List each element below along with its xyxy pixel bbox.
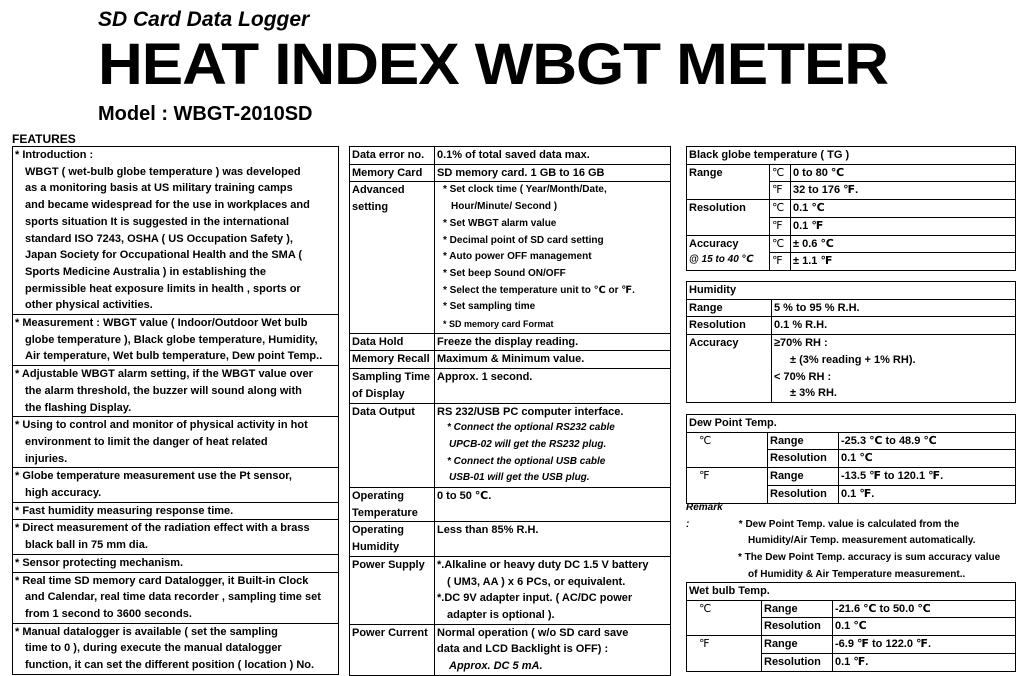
value-cell: ± 1.1 ℉ [791,253,1016,271]
feature-line: globe temperature ), Black globe temperature, Humidity, [25,333,318,346]
spec-row-memory-card [350,164,671,182]
unit-cell: ℃ [770,235,791,253]
spec-value: 0.1% of total saved data max. [435,147,671,165]
unit-cell: ℉ [770,253,791,271]
remark-line: of Humidity & Air Temperature measurement.. [748,568,966,580]
feature-row [13,572,339,623]
feature-line: sports situation It is suggested in the international [25,215,290,228]
list-item: * Set sampling time [443,301,536,313]
row-label: Accuracy [687,335,772,403]
row-label: Range [762,636,833,654]
spec-label: Power Current [350,624,435,675]
spec-row-operating-temperature [350,488,671,522]
feature-line: injuries. [25,452,68,465]
feature-row [13,520,339,554]
spec-value: Maximum & Minimum value. [435,351,671,369]
spec-row-sampling-time [350,369,671,403]
spec-label: Data error no. [350,147,435,165]
accuracy-line: ≥70% RH : [774,337,828,350]
feature-cell [13,315,339,366]
note-line: * Connect the optional USB cable [447,455,606,467]
row-label: Resolution [762,653,833,671]
note-line: UPCB-02 will get the RS232 plug. [449,438,607,450]
remark-line: Humidity/Air Temp. measurement automatically. [748,535,976,547]
row-label: Resolution [768,450,839,468]
spec-label: of Display [352,387,405,400]
value-cell: -13.5 ℉ to 120.1 ℉. [839,468,1016,486]
feature-cell [13,502,339,520]
unit-cell: ℉ [687,636,762,671]
list-item: * SD memory card Format [443,319,554,330]
list-item: * Set clock time ( Year/Month/Date, [443,184,607,196]
remark-line: * The Dew Point Temp. accuracy is sum accuracy value [738,552,1001,564]
unit-cell: ℃ [687,432,768,467]
value-cell: ± 0.6 ℃ [791,235,1016,253]
spec-label: Memory Card [350,164,435,182]
feature-line: high accuracy. [25,487,102,500]
row-label: Accuracy [689,237,739,250]
unit-cell: ℉ [687,468,768,503]
section-title: Dew Point Temp. [687,415,1016,433]
spec-row-data-error [350,147,671,165]
features-heading: FEATURES [12,132,76,146]
feature-line: black ball in 75 mm dia. [25,539,148,552]
feature-row [13,623,339,674]
spec-label: Operating [352,524,404,537]
spec-value: Approx. DC 5 mA. [449,660,543,673]
unit-cell: ℃ [770,164,791,182]
unit-cell: ℃ [770,200,791,218]
list-item: Hour/Minute/ Second ) [451,201,558,213]
feature-row [13,366,339,417]
row-label: Resolution [762,618,833,636]
feature-row [13,417,339,468]
row-label: Range [687,299,772,317]
feature-line: * Fast humidity measuring response time. [15,504,234,517]
features-table [12,146,339,675]
spec-value: *.DC 9V adapter input. ( AC/DC power [437,592,633,605]
value-cell: 0.1 ℉. [833,653,1016,671]
feature-line: and Calendar, real time data recorder , sampling time set [25,591,321,604]
feature-line: other physical activities. [25,299,153,312]
document-title: HEAT INDEX WBGT METER [98,32,889,97]
list-item: * Set WBGT alarm value [443,217,557,229]
feature-line: Sports Medicine Australia ) in establishing the [25,265,267,278]
accuracy-line: ± (3% reading + 1% RH). [790,353,916,366]
advanced-setting-list [435,182,671,333]
spec-label: Memory Recall [350,351,435,369]
feature-line: the flashing Display. [25,401,132,414]
row-label: Resolution [768,485,839,503]
spec-row-advanced-setting [350,182,671,333]
spec-value: RS 232/USB PC computer interface. [437,405,624,418]
accuracy-note: @ 15 to 40 ℃ [689,254,754,266]
value-cell: 32 to 176 ℉. [791,182,1016,200]
note-line: * Connect the optional RS232 cable [447,422,615,434]
list-item: * Select the temperature unit to ℃ or ℉. [443,284,635,296]
value-cell: 0.1 ℃ [833,618,1016,636]
section-title: Wet bulb Temp. [687,583,1016,601]
spec-label: Power Supply [350,556,435,624]
feature-line: function, it can set the different position ( location ) No. [25,659,315,672]
value-cell: -6.9 ℉ to 122.0 ℉. [833,636,1016,654]
feature-line: from 1 second to 3600 seconds. [25,607,192,620]
feature-cell [13,147,339,315]
feature-line: standard ISO 7243, OSHA ( US Occupation Safety ), [25,232,293,245]
spec-value: data and LCD Backlight is OFF) : [437,643,609,656]
feature-line: permissible heat exposure limits in health , sports or [25,282,301,295]
dew-point-table [686,414,1016,504]
spec-value: Approx. 1 second. [435,369,671,403]
feature-line: Japan Society for Occupational Health and the SMA ( [25,249,303,262]
spec-value: SD memory card. 1 GB to 16 GB [435,164,671,182]
feature-cell [13,623,339,674]
spec-label: Data Hold [350,333,435,351]
feature-line: * Measurement : WBGT value ( Indoor/Outdoor Wet bulb [15,317,308,330]
row-label: Range [768,468,839,486]
value-cell: -21.6 ℃ to 50.0 ℃ [833,600,1016,618]
unit-cell: ℃ [687,600,762,635]
dew-point-remark [686,500,1016,584]
spec-value: *.Alkaline or heavy duty DC 1.5 V battery [437,558,649,571]
value-cell: 0.1 ℉ [791,217,1016,235]
value-cell: 0.1 % R.H. [772,317,1016,335]
feature-row [13,147,339,315]
spec-row-power-supply [350,556,671,624]
list-item: * Set beep Sound ON/OFF [443,267,566,279]
accuracy-line: < 70% RH : [774,370,832,383]
feature-cell [13,417,339,468]
black-globe-table [686,146,1016,271]
section-title: Humidity [687,282,1016,300]
spec-label: Advanced [352,184,405,197]
spec-label: Humidity [352,541,400,554]
spec-row-data-hold [350,333,671,351]
value-cell: 0 to 80 ℃ [791,164,1016,182]
feature-row [13,315,339,366]
spec-label: Sampling Time [352,371,431,384]
value-cell: 0.1 ℉. [839,485,1016,503]
humidity-table [686,281,1016,403]
feature-line: * Introduction : [15,149,94,161]
feature-line: and became widespread for the use in workplaces and [25,199,310,212]
feature-line: as a monitoring basis at US military training camps [25,182,293,195]
accuracy-line: ± 3% RH. [790,387,837,400]
spec-row-power-current [350,624,671,675]
model-number: Model : WBGT-2010SD [98,103,313,125]
remark-label: Remark : [686,502,723,530]
spec-value: adapter is optional ). [447,608,555,621]
wet-bulb-table [686,582,1016,672]
feature-line: * Manual datalogger is available ( set the sampling [15,625,278,638]
row-label: Range [762,600,833,618]
feature-line: * Direct measurement of the radiation effect with a brass [15,522,310,535]
row-label: Range [768,432,839,450]
feature-line: * Adjustable WBGT alarm setting, if the WBGT value over [15,368,313,381]
feature-line: * Using to control and monitor of physical activity in hot [15,419,308,432]
feature-line: the alarm threshold, the buzzer will sound along with [25,384,302,397]
spec-value: Normal operation ( w/o SD card save [437,626,629,639]
feature-cell [13,572,339,623]
spec-row-memory-recall [350,351,671,369]
feature-line: environment to limit the danger of heat related [25,435,268,448]
feature-row [13,468,339,502]
spec-row-data-output [350,403,671,488]
spec-label: Operating [352,490,404,503]
specification-table [349,146,671,676]
feature-line: * Globe temperature measurement use the Pt sensor, [15,470,292,483]
spec-label: Temperature [352,506,418,519]
feature-row [13,502,339,520]
feature-line: Air temperature, Wet bulb temperature, Dew point Temp.. [25,350,323,363]
value-cell: 0.1 ℃ [791,200,1016,218]
feature-line: * Real time SD memory card Datalogger, it Built-in Clock [15,574,309,587]
spec-label: Data Output [350,403,435,488]
unit-cell: ℉ [770,182,791,200]
feature-line: WBGT ( wet-bulb globe temperature ) was developed [25,165,301,178]
spec-value: Less than 85% R.H. [435,522,671,556]
value-cell: 5 % to 95 % R.H. [772,299,1016,317]
row-label: Resolution [687,317,772,335]
feature-cell [13,520,339,554]
feature-cell [13,468,339,502]
note-line: USB-01 will get the USB plug. [449,472,590,484]
section-title: Black globe temperature ( TG ) [687,147,1016,165]
spec-row-operating-humidity [350,522,671,556]
value-cell: -25.3 ℃ to 48.9 ℃ [839,432,1016,450]
feature-cell [13,366,339,417]
value-cell: 0.1 ℃ [839,450,1016,468]
feature-cell [13,554,339,572]
spec-value: ( UM3, AA ) x 6 PCs, or equivalent. [447,575,626,588]
feature-line: * Sensor protecting mechanism. [15,556,184,569]
list-item: * Auto power OFF management [443,251,592,263]
row-label: Resolution [687,200,770,235]
row-label: Range [687,164,770,199]
feature-row [13,554,339,572]
document-subtitle: SD Card Data Logger [98,8,310,31]
feature-line: time to 0 ), during execute the manual datalogger [25,642,282,655]
spec-value: 0 to 50 ℃. [435,488,671,522]
spec-value: Freeze the display reading. [435,333,671,351]
remark-line: * Dew Point Temp. value is calculated from the [738,518,960,530]
spec-label: setting [352,201,389,214]
unit-cell: ℉ [770,217,791,235]
list-item: * Decimal point of SD card setting [443,234,604,246]
